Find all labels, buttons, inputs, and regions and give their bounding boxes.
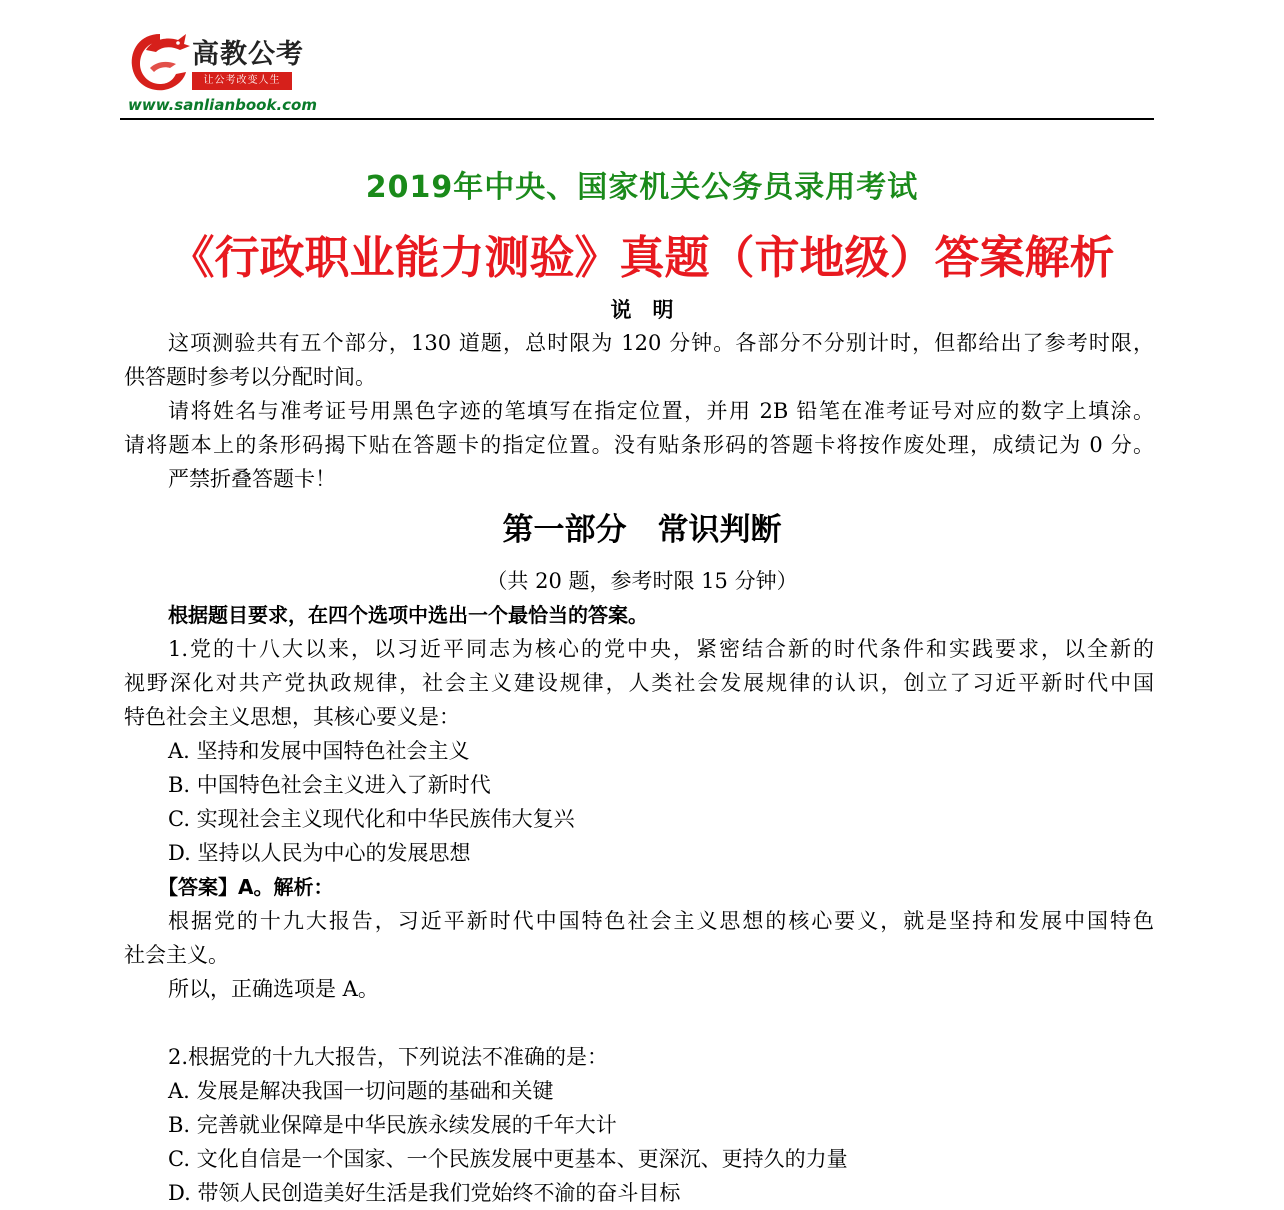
explanation-line: 根据党的十九大报告，习近平新时代中国特色社会主义思想的核心要义，就是坚持和发展中国特色 (168, 909, 1154, 933)
notes-paragraph-line: 这项测验共有五个部分，130 道题，总时限为 120 分钟。各部分不分别计时，但都给出了参考时限， (168, 331, 1154, 355)
part-subtitle: （共 20 题，参考时限 15 分钟） (486, 569, 798, 593)
option-b: B. 中国特色社会主义进入了新时代 (168, 773, 491, 797)
option-b: B. 完善就业保障是中华民族永续发展的千年大计 (168, 1113, 617, 1137)
document-title-line1: 2019年中央、国家机关公务员录用考试 (365, 170, 919, 205)
answer-label: 【答案】A。解析： (158, 875, 334, 899)
option-d: D. 坚持以人民为中心的发展思想 (168, 841, 471, 865)
answer-conclusion: 所以，正确选项是 A。 (168, 977, 379, 1001)
page-header (0, 0, 1284, 125)
notes-paragraph-line: 供答题时参考以分配时间。 (124, 365, 376, 389)
question-stem-line: 特色社会主义思想，其核心要义是： (124, 705, 460, 729)
header-divider (120, 118, 1154, 120)
notes-paragraph-line: 请将姓名与准考证号用黑色字迹的笔填写在指定位置，并用 2B 铅笔在准考证号对应的数字上填涂。 (168, 399, 1154, 423)
option-c: C. 实现社会主义现代化和中华民族伟大复兴 (168, 807, 575, 831)
instruction-text: 根据题目要求，在四个选项中选出一个最恰当的答案。 (168, 603, 648, 627)
option-d: D. 带领人民创造美好生活是我们党始终不渝的奋斗目标 (168, 1181, 681, 1205)
question-stem-line: 1.党的十八大以来，以习近平同志为核心的党中央，紧密结合新的时代条件和实践要求，以全新的 (168, 637, 1154, 661)
option-a: A. 坚持和发展中国特色社会主义 (168, 739, 470, 763)
brand-website: www.sanlianbook.com (128, 96, 317, 114)
explanation-line: 社会主义。 (124, 943, 229, 967)
notes-paragraph-line: 严禁折叠答题卡！ (168, 467, 336, 491)
notes-heading: 说 明 (610, 298, 674, 322)
part-title: 第一部分 常识判断 (502, 512, 782, 548)
question-stem-line: 2.根据党的十九大报告，下列说法不准确的是： (168, 1045, 609, 1069)
document-title-line2: 《行政职业能力测验》真题（市地级）答案解析 (169, 231, 1115, 284)
brand-name: 高教公考 (192, 39, 304, 70)
brand-slogan: 让公考改变人生 (192, 72, 292, 90)
question-stem-line: 视野深化对共产党执政规律，社会主义建设规律，人类社会发展规律的认识，创立了习近平新时代中国 (124, 671, 1154, 695)
option-a: A. 发展是解决我国一切问题的基础和关键 (168, 1079, 554, 1103)
option-c: C. 文化自信是一个国家、一个民族发展中更基本、更深沉、更持久的力量 (168, 1147, 848, 1171)
notes-paragraph-line: 请将题本上的条形码揭下贴在答题卡的指定位置。没有贴条形码的答题卡将按作废处理，成绩记为 0 分。 (124, 433, 1154, 457)
dragon-logo-icon (126, 28, 192, 96)
